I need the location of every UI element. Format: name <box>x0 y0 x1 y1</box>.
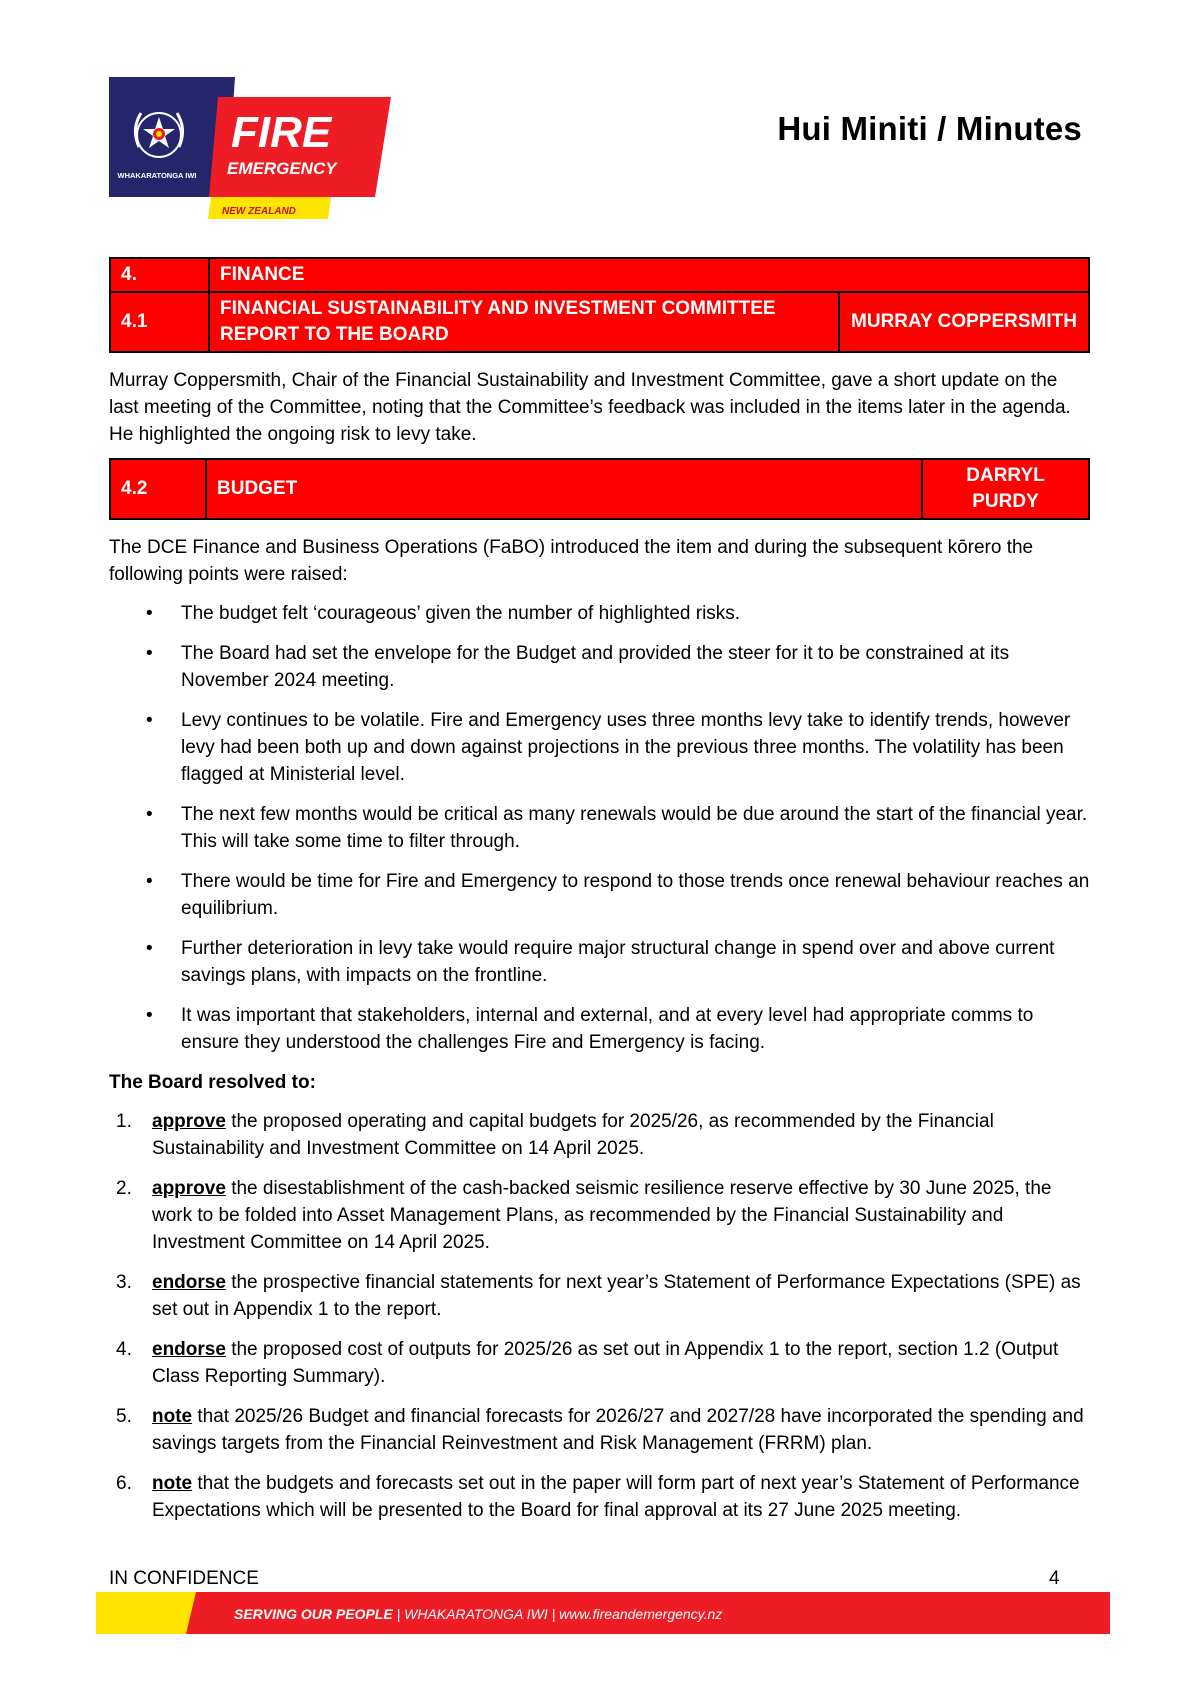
page-title: Hui Miniti / Minutes <box>777 110 1082 147</box>
classification-label: IN CONFIDENCE <box>109 1568 259 1589</box>
bullet-icon: • <box>146 603 153 624</box>
resolution-text: the prospective financial statements for next year’s Statement of Performance Expectations (SPE) as set out in Appendix 1 to the report. <box>152 1272 1081 1320</box>
item-number: 4.1 <box>110 292 209 352</box>
item-4-2-header <box>109 458 1090 520</box>
section-number: 4. <box>110 258 209 292</box>
resolution-item <box>109 1108 1090 1162</box>
resolution-heading: The Board resolved to: <box>109 1072 316 1093</box>
logo-word-fire: FIRE <box>231 108 332 157</box>
resolution-text: the proposed cost of outputs for 2025/26 as set out in Appendix 1 to the report, section 1.2 (Output Class Reporting Summary). <box>152 1339 1059 1387</box>
resolution-number: 1. <box>116 1111 132 1132</box>
logo-word-emergency: EMERGENCY <box>227 159 337 178</box>
item-4-1-body: Murray Coppersmith, Chair of the Financial Sustainability and Investment Committee, gave a short update on the last meeting of the Committee, noting that the Committee’s feedback was included in the items later in the agenda. He highlighted the ongoing risk to levy take. <box>109 370 1071 445</box>
discussion-points <box>109 600 1090 1056</box>
resolution-item <box>109 1336 1090 1390</box>
item-4-2-intro: The DCE Finance and Business Operations (FaBO) introduced the item and during the subsequent kōrero the following points were raised: <box>109 537 1034 585</box>
resolution-text: that the budgets and forecasts set out in the paper will form part of next year’s Statement of Performance Expectations which will be presented to the Board for final approval at its 27 June 2025 meeting. <box>152 1473 1080 1521</box>
resolution-text: the disestablishment of the cash-backed seismic resilience reserve effective by 30 June 2025, the work to be folded into Asset Management Plans, as recommended by the Financial Sustainability and Investment Committee on 14 April 2025. <box>152 1178 1052 1253</box>
bullet-icon: • <box>146 710 153 731</box>
resolution-number: 2. <box>116 1178 132 1199</box>
list-item: • There would be time for Fire and Emergency to respond to those trends once renewal behaviour reaches an equilibrium. <box>109 868 1090 922</box>
resolution-number: 4. <box>116 1339 132 1360</box>
resolution-text: that 2025/26 Budget and financial forecasts for 2026/27 and 2027/28 have incorporated the spending and savings targets from the Financial Reinvestment and Risk Management (FRRM) plan. <box>152 1406 1084 1454</box>
section-4-header <box>109 257 1090 353</box>
resolution-number: 6. <box>116 1473 132 1494</box>
bullet-icon: • <box>146 871 153 892</box>
resolution-verb: endorse <box>152 1272 226 1293</box>
item-4-2-row <box>110 459 1089 519</box>
footer-tagline-rest: | WHAKARATONGA IWI | www.fireandemergency.nz <box>392 1606 723 1622</box>
fire-emergency-logo <box>109 77 391 219</box>
page-number: 4 <box>1049 1568 1060 1589</box>
resolutions-list <box>109 1108 1090 1524</box>
item-presenter: DARRYL PURDY <box>922 459 1089 519</box>
resolution-verb: note <box>152 1406 193 1427</box>
minutes-content <box>109 257 1090 1537</box>
item-presenter: MURRAY COPPERSMITH <box>839 292 1089 352</box>
list-item: • The Board had set the envelope for the Budget and provided the steer for it to be constrained at its November 2024 meeting. <box>109 640 1090 694</box>
bullet-icon: • <box>146 804 153 825</box>
section-title: FINANCE <box>209 258 1089 292</box>
logo-country: NEW ZEALAND <box>222 206 296 217</box>
bullet-icon: • <box>146 938 153 959</box>
bullet-icon: • <box>146 643 153 664</box>
item-4-1-row <box>110 292 1089 352</box>
resolution-verb: approve <box>152 1178 226 1199</box>
resolution-verb: endorse <box>152 1339 226 1360</box>
item-title: BUDGET <box>206 459 922 519</box>
bullet-icon: • <box>146 1005 153 1026</box>
list-item: • Levy continues to be volatile. Fire and Emergency uses three months levy take to identify trends, however levy had been both up and down against projections in the previous three months. The volatility has been flagged at Ministerial level. <box>109 707 1090 788</box>
item-title: FINANCIAL SUSTAINABILITY AND INVESTMENT COMMITTEE REPORT TO THE BOARD <box>209 292 839 352</box>
resolution-item <box>109 1470 1090 1524</box>
list-item: • The budget felt ‘courageous’ given the number of highlighted risks. <box>109 600 1090 627</box>
resolution-number: 5. <box>116 1406 132 1427</box>
list-item: • Further deterioration in levy take would require major structural change in spend over and above current savings plans, with impacts on the frontline. <box>109 935 1090 989</box>
item-number: 4.2 <box>110 459 206 519</box>
resolution-number: 3. <box>116 1272 132 1293</box>
footer-tagline <box>234 1606 722 1622</box>
section-4-row <box>110 258 1089 292</box>
logo-org-line: WHAKARATONGA IWI <box>117 171 197 180</box>
footer-band <box>96 1592 1110 1634</box>
footer-tagline-bold: SERVING OUR PEOPLE <box>234 1606 393 1622</box>
resolution-item <box>109 1175 1090 1256</box>
resolution-item <box>109 1269 1090 1323</box>
resolution-item <box>109 1403 1090 1457</box>
resolution-text: the proposed operating and capital budgets for 2025/26, as recommended by the Financial Sustainability and Investment Committee on 14 April 2025. <box>152 1111 994 1159</box>
resolution-verb: note <box>152 1473 193 1494</box>
list-item: • The next few months would be critical as many renewals would be due around the start of the financial year. This will take some time to filter through. <box>109 801 1090 855</box>
resolution-verb: approve <box>152 1111 226 1132</box>
list-item: • It was important that stakeholders, internal and external, and at every level had appropriate comms to ensure they understood the challenges Fire and Emergency is facing. <box>109 1002 1090 1056</box>
